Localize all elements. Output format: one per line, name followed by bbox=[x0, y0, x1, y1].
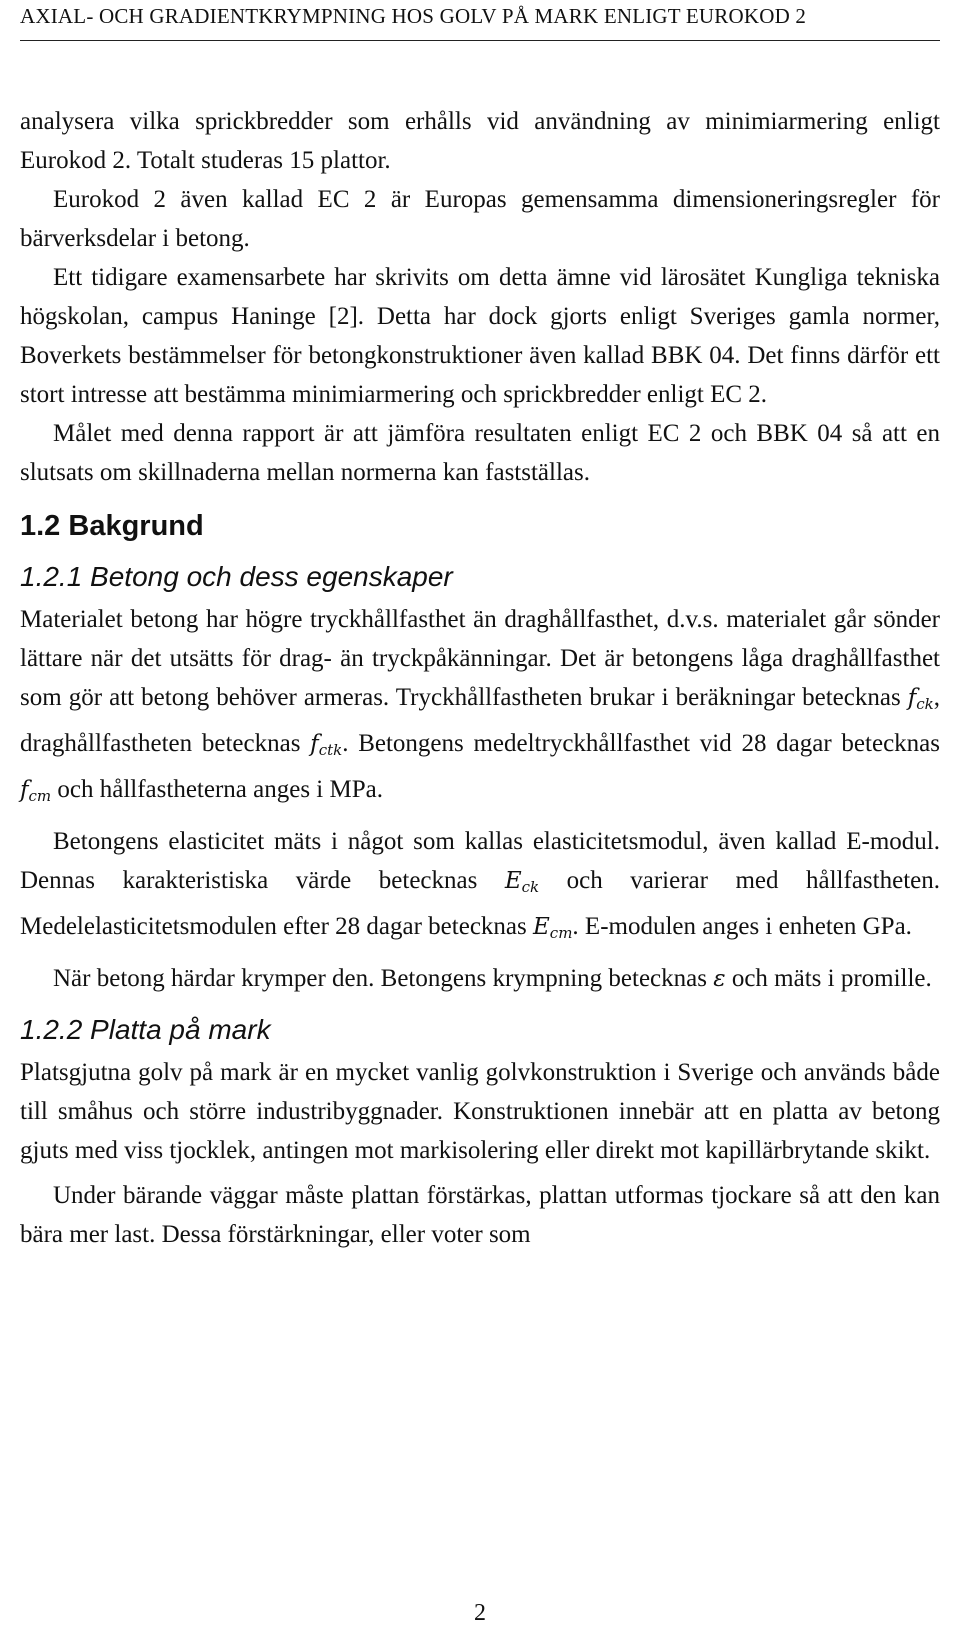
betong-paragraph-1: Materialet betong har högre tryckhållfasthet än draghållfasthet, d.v.s. materialet går sönder lättare när det utsätts för drag- än tryckpåkänningar. Det är betongens låga draghållfasthet som gör att betong behöver armeras. Tryckhållfastheten brukar i beräkningar betecknas $f_{ck}$, draghållfastheten betecknas $f_{ctk}$. Betongens medeltryckhållfasthet vid 28 dagar betecknas $f_{cm}$ och hållfastheterna anges i MPa. bbox=[20, 606, 940, 805]
page-number: 2 bbox=[474, 1600, 486, 1626]
subsection-heading-betong: 1.2.1 Betong och dess egenskaper bbox=[20, 561, 453, 592]
section-heading-bakgrund: 1.2 Bakgrund bbox=[20, 510, 204, 542]
running-header: AXIAL- OCH GRADIENTKRYMPNING HOS GOLV PÅ MARK ENLIGT EUROKOD 2 bbox=[20, 4, 807, 28]
subsection-heading-platta: 1.2.2 Platta på mark bbox=[20, 1014, 271, 1045]
symbol-fcm: $f_{cm}$ bbox=[20, 777, 52, 805]
intro-paragraph-4: Målet med denna rapport är att jämföra resultaten enligt EC 2 och BBK 04 så att en slutsats om skillnaderna mellan normerna kan fastställas. bbox=[20, 420, 940, 486]
betong-paragraph-3: När betong härdar krymper den. Betongens krympning betecknas ε och mäts i promille. bbox=[53, 965, 932, 992]
page-body bbox=[20, 102, 940, 1254]
intro-paragraph-3: Ett tidigare examensarbete har skrivits om detta ämne vid lärosätet Kungliga tekniska högskolan, campus Haninge [2]. Detta har dock gjorts enligt Sveriges gamla normer, Boverkets bestämmelser för betongkonstruktioner även kallad BBK 04. Det finns därför ett stort intresse att bestämma minimiarmering och sprickbredder enligt EC 2. bbox=[20, 264, 940, 408]
header-divider bbox=[20, 40, 940, 41]
symbol-ecm: $E_{cm}$ bbox=[533, 914, 573, 942]
symbol-fctk: $f_{ctk}$ bbox=[310, 731, 343, 759]
intro-paragraph-2: Eurokod 2 även kallad EC 2 är Europas gemensamma dimensioneringsregler för bärverksdelar i betong. bbox=[20, 186, 940, 252]
intro-paragraph-1: analysera vilka sprickbredder som erhålls vid användning av minimiarmering enligt Eurokod 2. Totalt studeras 15 plattor. bbox=[20, 108, 940, 174]
platta-paragraph-1: Platsgjutna golv på mark är en mycket vanlig golvkonstruktion i Sverige och används både till småhus och större industribyggnader. Konstruktionen innebär att en platta av betong gjuts med viss tjocklek, antingen mot markisolering eller direkt mot kapillärbrytande skikt. bbox=[20, 1059, 940, 1164]
symbol-eck: $E_{ck}$ bbox=[504, 868, 540, 896]
symbol-fck: $f_{ck}$ bbox=[907, 685, 934, 713]
platta-paragraph-2: Under bärande väggar måste plattan förstärkas, plattan utformas tjockare så att den kan bära mer last. Dessa förstärkningar, eller voter som bbox=[20, 1182, 940, 1248]
symbol-epsilon: ε bbox=[713, 966, 726, 992]
betong-paragraph-2: Betongens elasticitet mäts i något som kallas elasticitetsmodul, även kallad E-modul. Dennas karakteristiska värde betecknas $E_{ck}$ och varierar med hållfastheten. Medelelasticitetsmodulen efter 28 dagar betecknas $E_{cm}$. E-modulen anges i enheten GPa. bbox=[20, 828, 940, 942]
